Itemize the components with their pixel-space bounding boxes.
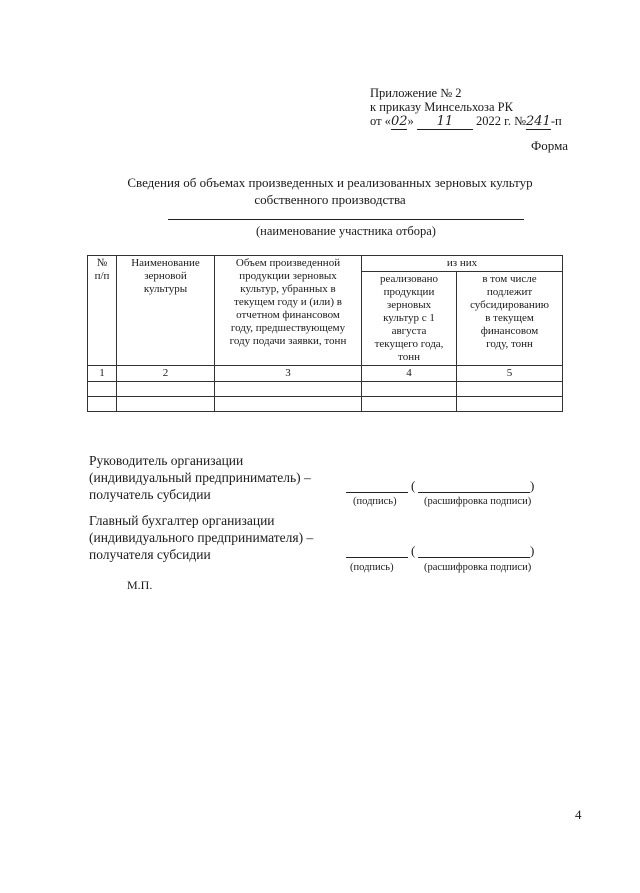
grain-volume-table <box>87 255 563 412</box>
form-label: Форма <box>531 138 568 153</box>
header-crop-name: Наименование зерновой культуры <box>117 256 215 366</box>
participant-caption: (наименование участника отбора) <box>256 224 436 238</box>
column-number-4: 4 <box>362 366 457 382</box>
title-line-1: Сведения об объемах произведенных и реализованных зерновых культур <box>127 175 533 190</box>
title-line-2: собственного производства <box>254 192 406 207</box>
order-number-handwritten: 241 <box>526 114 551 129</box>
column-number-2: 2 <box>117 366 215 382</box>
table-header-row-1 <box>88 256 563 272</box>
head-decoding-line <box>418 491 530 493</box>
stamp-label: М.П. <box>127 578 153 592</box>
head-open-paren: ( <box>411 478 416 493</box>
accountant-close-paren: ) <box>530 543 535 558</box>
accountant-decoding-line <box>418 556 530 558</box>
head-close-paren: ) <box>530 478 535 493</box>
participant-name-line <box>168 218 524 220</box>
column-number-5: 5 <box>457 366 563 382</box>
page-number: 4 <box>575 807 582 822</box>
accountant-title-line-1: Главный бухгалтер организации <box>89 513 275 528</box>
appendix-line-2: к приказу Минсельхоза РК <box>370 100 513 114</box>
document-title <box>60 174 600 208</box>
column-number-3: 3 <box>215 366 362 382</box>
accountant-decoding-label: (расшифровка подписи) <box>424 562 532 573</box>
header-subsidy-volume: в том числе подлежит субсидированию в текущем финансовом году, тонн <box>457 272 563 366</box>
head-signature-label: (подпись) <box>353 496 397 507</box>
table-row <box>88 397 563 412</box>
accountant-open-paren: ( <box>411 543 416 558</box>
accountant-title-line-2: (индивидуального предпринимателя) – <box>89 530 314 545</box>
accountant-signatory-block <box>89 512 313 563</box>
header-sold-volume: реализовано продукции зерновых культур с 1 августа текущего года, тонн <box>362 272 457 366</box>
head-title-line-2: (индивидуальный предприниматель) – <box>89 470 311 485</box>
header-of-which: из них <box>362 256 563 272</box>
order-close-quote: » <box>407 114 414 128</box>
order-day-handwritten: 02 <box>390 114 408 129</box>
order-number-suffix: -п <box>550 114 562 128</box>
accountant-title-line-3: получателя субсидии <box>89 547 211 562</box>
order-month-handwritten: 11 <box>417 115 473 130</box>
head-signature-line <box>346 491 408 493</box>
head-signatory-block <box>89 452 311 503</box>
header-number: № п/п <box>88 256 117 366</box>
table-row <box>88 382 563 397</box>
order-from-prefix: от « <box>370 114 391 128</box>
column-number-1: 1 <box>88 366 117 382</box>
appendix-line-1: Приложение № 2 <box>370 86 462 100</box>
order-year-text: 2022 г. № <box>475 114 527 128</box>
head-title-line-1: Руководитель организации <box>89 453 244 468</box>
order-date-line <box>370 114 562 130</box>
accountant-signature-label: (подпись) <box>350 562 394 573</box>
head-title-line-3: получатель субсидии <box>89 487 211 502</box>
appendix-block <box>370 86 562 130</box>
accountant-signature-line <box>346 556 408 558</box>
head-decoding-label: (расшифровка подписи) <box>424 496 532 507</box>
header-produced-volume: Объем произведенной продукции зерновых культур, убранных в текущем году и (или) в отчетном финансовом году, предшествующему году подачи заявки, тонн <box>215 256 362 366</box>
table-column-numbers-row <box>88 366 563 382</box>
